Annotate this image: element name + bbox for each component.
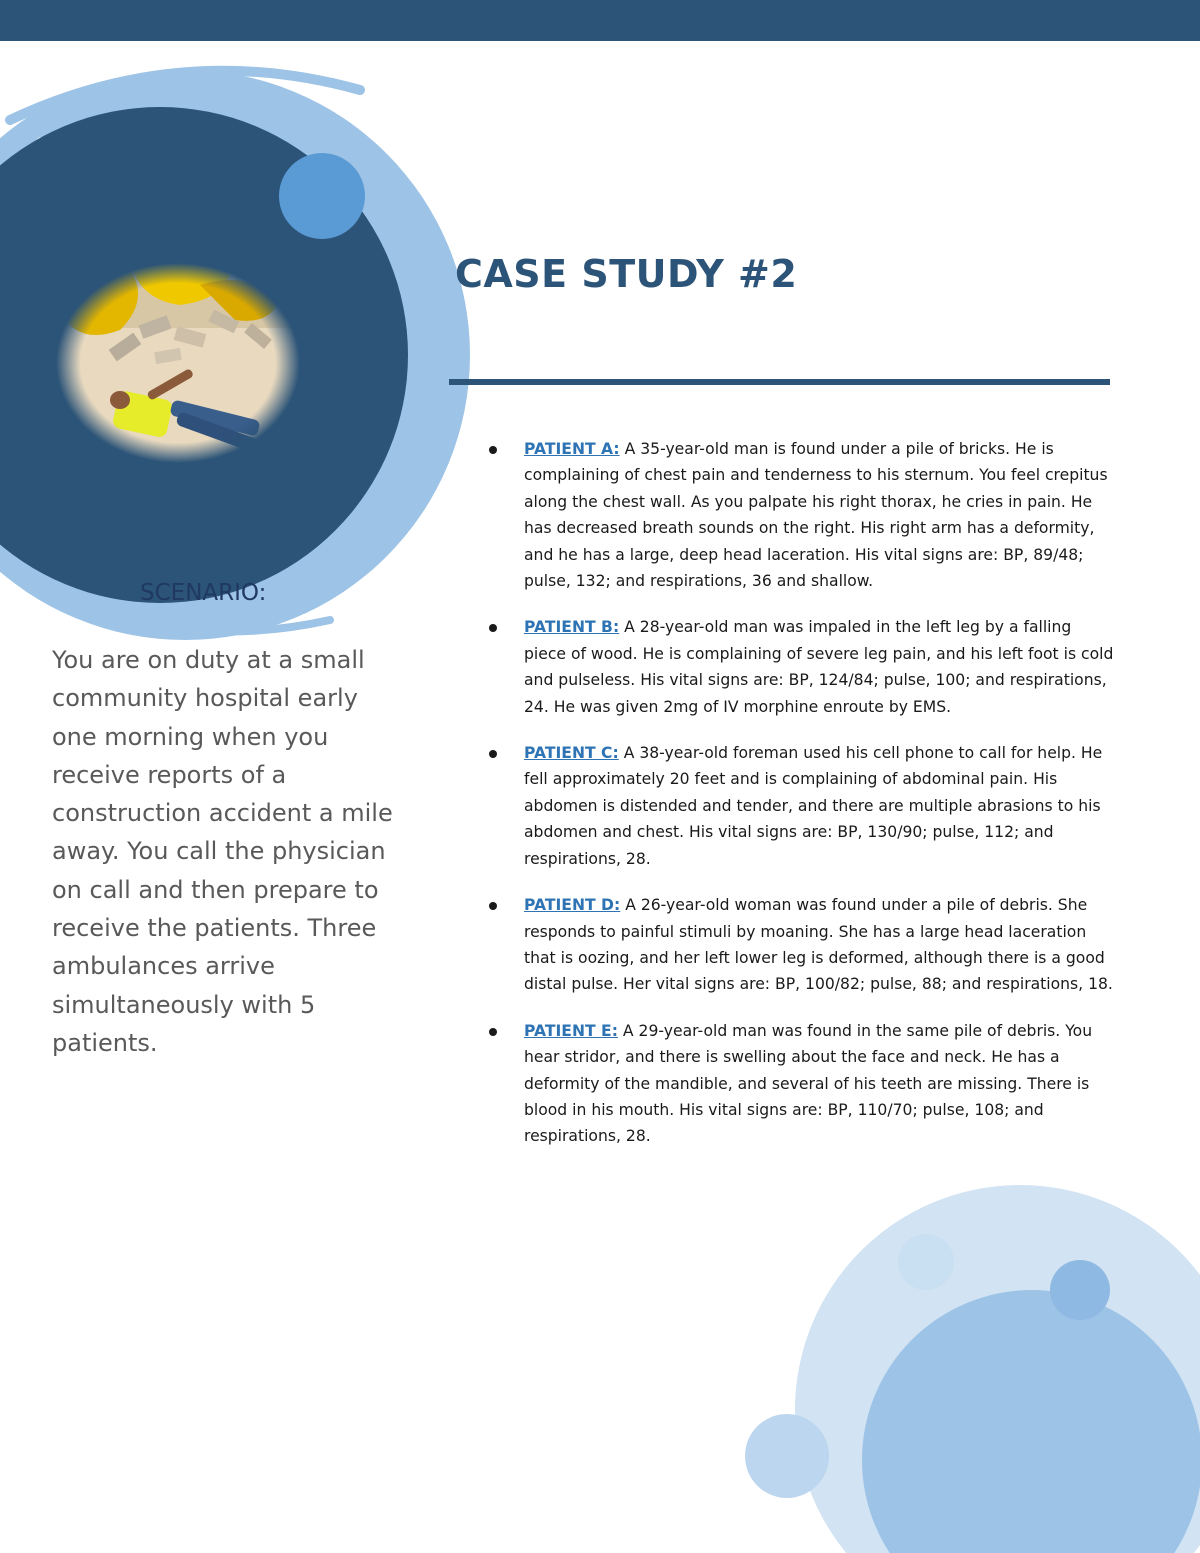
patient-a-label[interactable]: PATIENT A: xyxy=(524,440,620,458)
patient-list xyxy=(486,436,1116,1170)
patient-d-description: A 26-year-old woman was found under a pile of debris. She responds to painful stimuli by moaning. She has a large head laceration that is oozing, and her left lower leg is deformed, although there is a good distal pulse. Her vital signs are: BP, 100/82; pulse, 88; and respirations, 18. xyxy=(524,896,1113,994)
bullet-icon xyxy=(489,750,497,758)
construction-accident-photo xyxy=(50,258,310,468)
patient-c-label[interactable]: PATIENT C: xyxy=(524,744,619,763)
patient-c-description: A 38-year-old foreman used his cell phone to call for help. He fell approximately 20 feet and is complaining of abdominal pain. His abdomen is distended and tender, and there are multiple abrasions to his abdomen and chest. His vital signs are: BP, 130/90; pulse, 112; and respirations, 28. xyxy=(524,744,1103,868)
title-divider xyxy=(449,379,1110,385)
patient-c-item xyxy=(486,740,1116,872)
bullet-icon xyxy=(489,902,497,910)
small-blue-circle xyxy=(1050,1260,1110,1320)
patient-a-description: A 35-year-old man is found under a pile of bricks. He is complaining of chest pain and tenderness to his sternum. You feel crepitus along the chest wall. As you palpate his right thorax, he cries in pain. He has decreased breath sounds on the right. His right arm has a deformity, and he has a large, deep head laceration. His vital signs are: BP, 89/48; pulse, 132; and respirations, 36 and shallow. xyxy=(524,440,1108,591)
bullet-icon xyxy=(489,1028,497,1036)
patient-d-item xyxy=(486,892,1116,998)
patient-e-description: A 29-year-old man was found in the same pile of debris. You hear stridor, and there is swelling about the face and neck. He has a deformity of the mandible, and several of his teeth are missing. There is blood in his mouth. His vital signs are: BP, 110/70; pulse, 108; and respirations, 28. xyxy=(524,1021,1093,1146)
bullet-icon xyxy=(489,446,497,454)
patient-e-item xyxy=(486,1018,1116,1150)
scenario-heading: SCENARIO: xyxy=(140,580,267,606)
patient-b-description: A 28-year-old man was impaled in the left leg by a falling piece of wood. He is complaining of severe leg pain, and his left foot is cold and pulseless. His vital signs are: BP, 124/84; pulse, 100; and respirations, 24. He was given 2mg of IV morphine enroute by EMS. xyxy=(524,618,1114,716)
patient-a-item xyxy=(486,436,1116,594)
accent-circle xyxy=(279,153,365,239)
patient-e-label[interactable]: PATIENT E: xyxy=(524,1021,618,1040)
patient-b-item xyxy=(486,614,1116,720)
small-pale-circle xyxy=(898,1234,954,1290)
patient-d-label[interactable]: PATIENT D: xyxy=(524,896,621,915)
patient-b-label[interactable]: PATIENT B: xyxy=(524,618,620,637)
page-title: CASE STUDY #2 xyxy=(455,252,798,296)
scenario-body: You are on duty at a small community hospital early one morning when you receive reports of a construction accident a mile away. You call the physician on call and then prepare to receive the patients. Three ambulances arrive simultaneously with 5 patients. xyxy=(52,646,393,1057)
small-left-circle xyxy=(745,1414,829,1498)
bullet-icon xyxy=(489,624,497,632)
